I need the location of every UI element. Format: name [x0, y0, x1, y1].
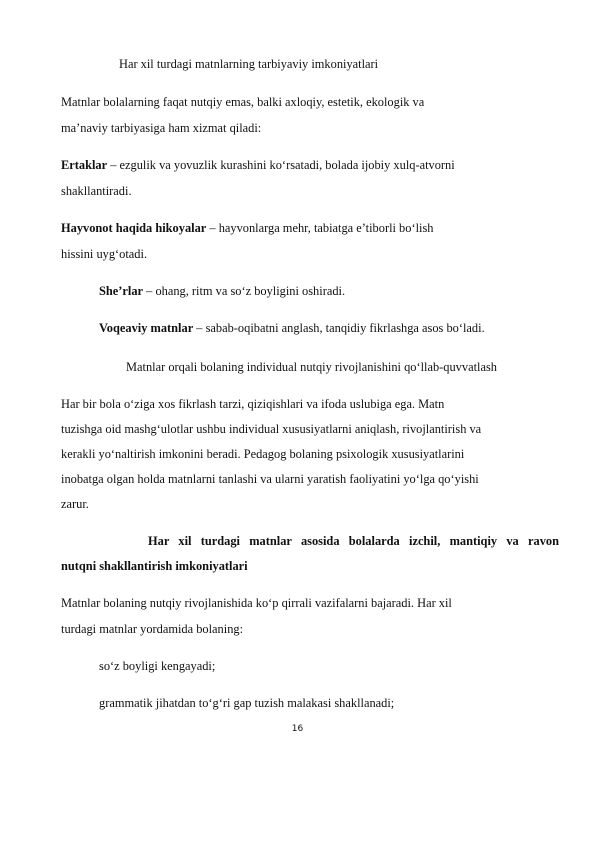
bold-heading — [61, 559, 248, 574]
definition-text: – sabab-oqibatni anglash, tanqidiy fikrlashga asos bo‘ladi. — [193, 321, 485, 335]
page-number: 16 — [291, 724, 304, 734]
paragraph-line: Matnlar bolalarning faqat nutqiy emas, balki axloqiy, estetik, ekologik va — [61, 95, 425, 109]
paragraph-line: hissini uyg‘otadi. — [61, 247, 148, 261]
sherlar-line — [99, 284, 345, 299]
paragraph-line: Har bir bola o‘ziga xos fikrlash tarzi, qiziqishlari va ifoda uslubiga ega. Matn — [61, 397, 445, 411]
paragraph-line: Matnlar bolaning nutqiy rivojlanishida ko‘p qirrali vazifalarni bajaradi. Har xil — [61, 596, 452, 610]
definition-text: – ezgulik va yovuzlik kurashini ko‘rsatadi, bolada ijobiy xulq-atvorni — [107, 158, 455, 172]
hayvonot-line — [61, 221, 559, 236]
paragraph-line: zarur. — [61, 497, 89, 511]
term-voqeaviy: Voqeaviy matnlar — [99, 321, 194, 335]
bold-heading-line: Har xil turdagi matnlar asosida bolalarda izchil, mantiqiy va ravon — [148, 534, 559, 548]
paragraph-line: inobatga olgan holda matnlarni tanlashi va ularni yaratish faoliyatini yo‘lga qo‘yishi — [61, 472, 479, 486]
paragraph-line: kerakli yo‘naltirish imkonini beradi. Pedagog bolaning psixologik xususiyatlarini — [61, 447, 465, 461]
paragraph-line: shakllantiradi. — [61, 184, 132, 198]
term-ertaklar: Ertaklar — [61, 158, 108, 172]
paragraph-line: turdagi matnlar yordamida bolaning: — [61, 622, 244, 636]
term-sherlar: She’rlar — [99, 284, 144, 298]
paragraph-line: tuzishga oid mashg‘ulotlar ushbu individual xususiyatlarni aniqlash, rivojlantirish va — [61, 422, 482, 436]
ertaklar-line — [61, 158, 559, 173]
bold-heading-line: nutqni shakllantirish imkoniyatlari — [61, 559, 248, 573]
section-heading: Har xil turdagi matnlarning tarbiyaviy imkoniyatlari — [119, 57, 379, 71]
definition-text: – ohang, ritm va so‘z boyligini oshiradi. — [143, 284, 346, 298]
term-hayvonot: Hayvonot haqida hikoyalar — [61, 221, 207, 235]
paragraph-line: ma’naviy tarbiyasiga ham xizmat qiladi: — [61, 121, 262, 135]
voqeaviy-line — [99, 321, 485, 336]
section-heading: Matnlar orqali bolaning individual nutqiy rivojlanishini qo‘llab-quvvatlash — [126, 360, 497, 374]
list-item: so‘z boyligi kengayadi; — [99, 659, 216, 673]
list-item: grammatik jihatdan to‘g‘ri gap tuzish malakasi shakllanadi; — [99, 696, 395, 710]
bold-heading — [148, 534, 559, 549]
definition-text: – hayvonlarga mehr, tabiatga e’tiborli bo‘lish — [206, 221, 434, 235]
